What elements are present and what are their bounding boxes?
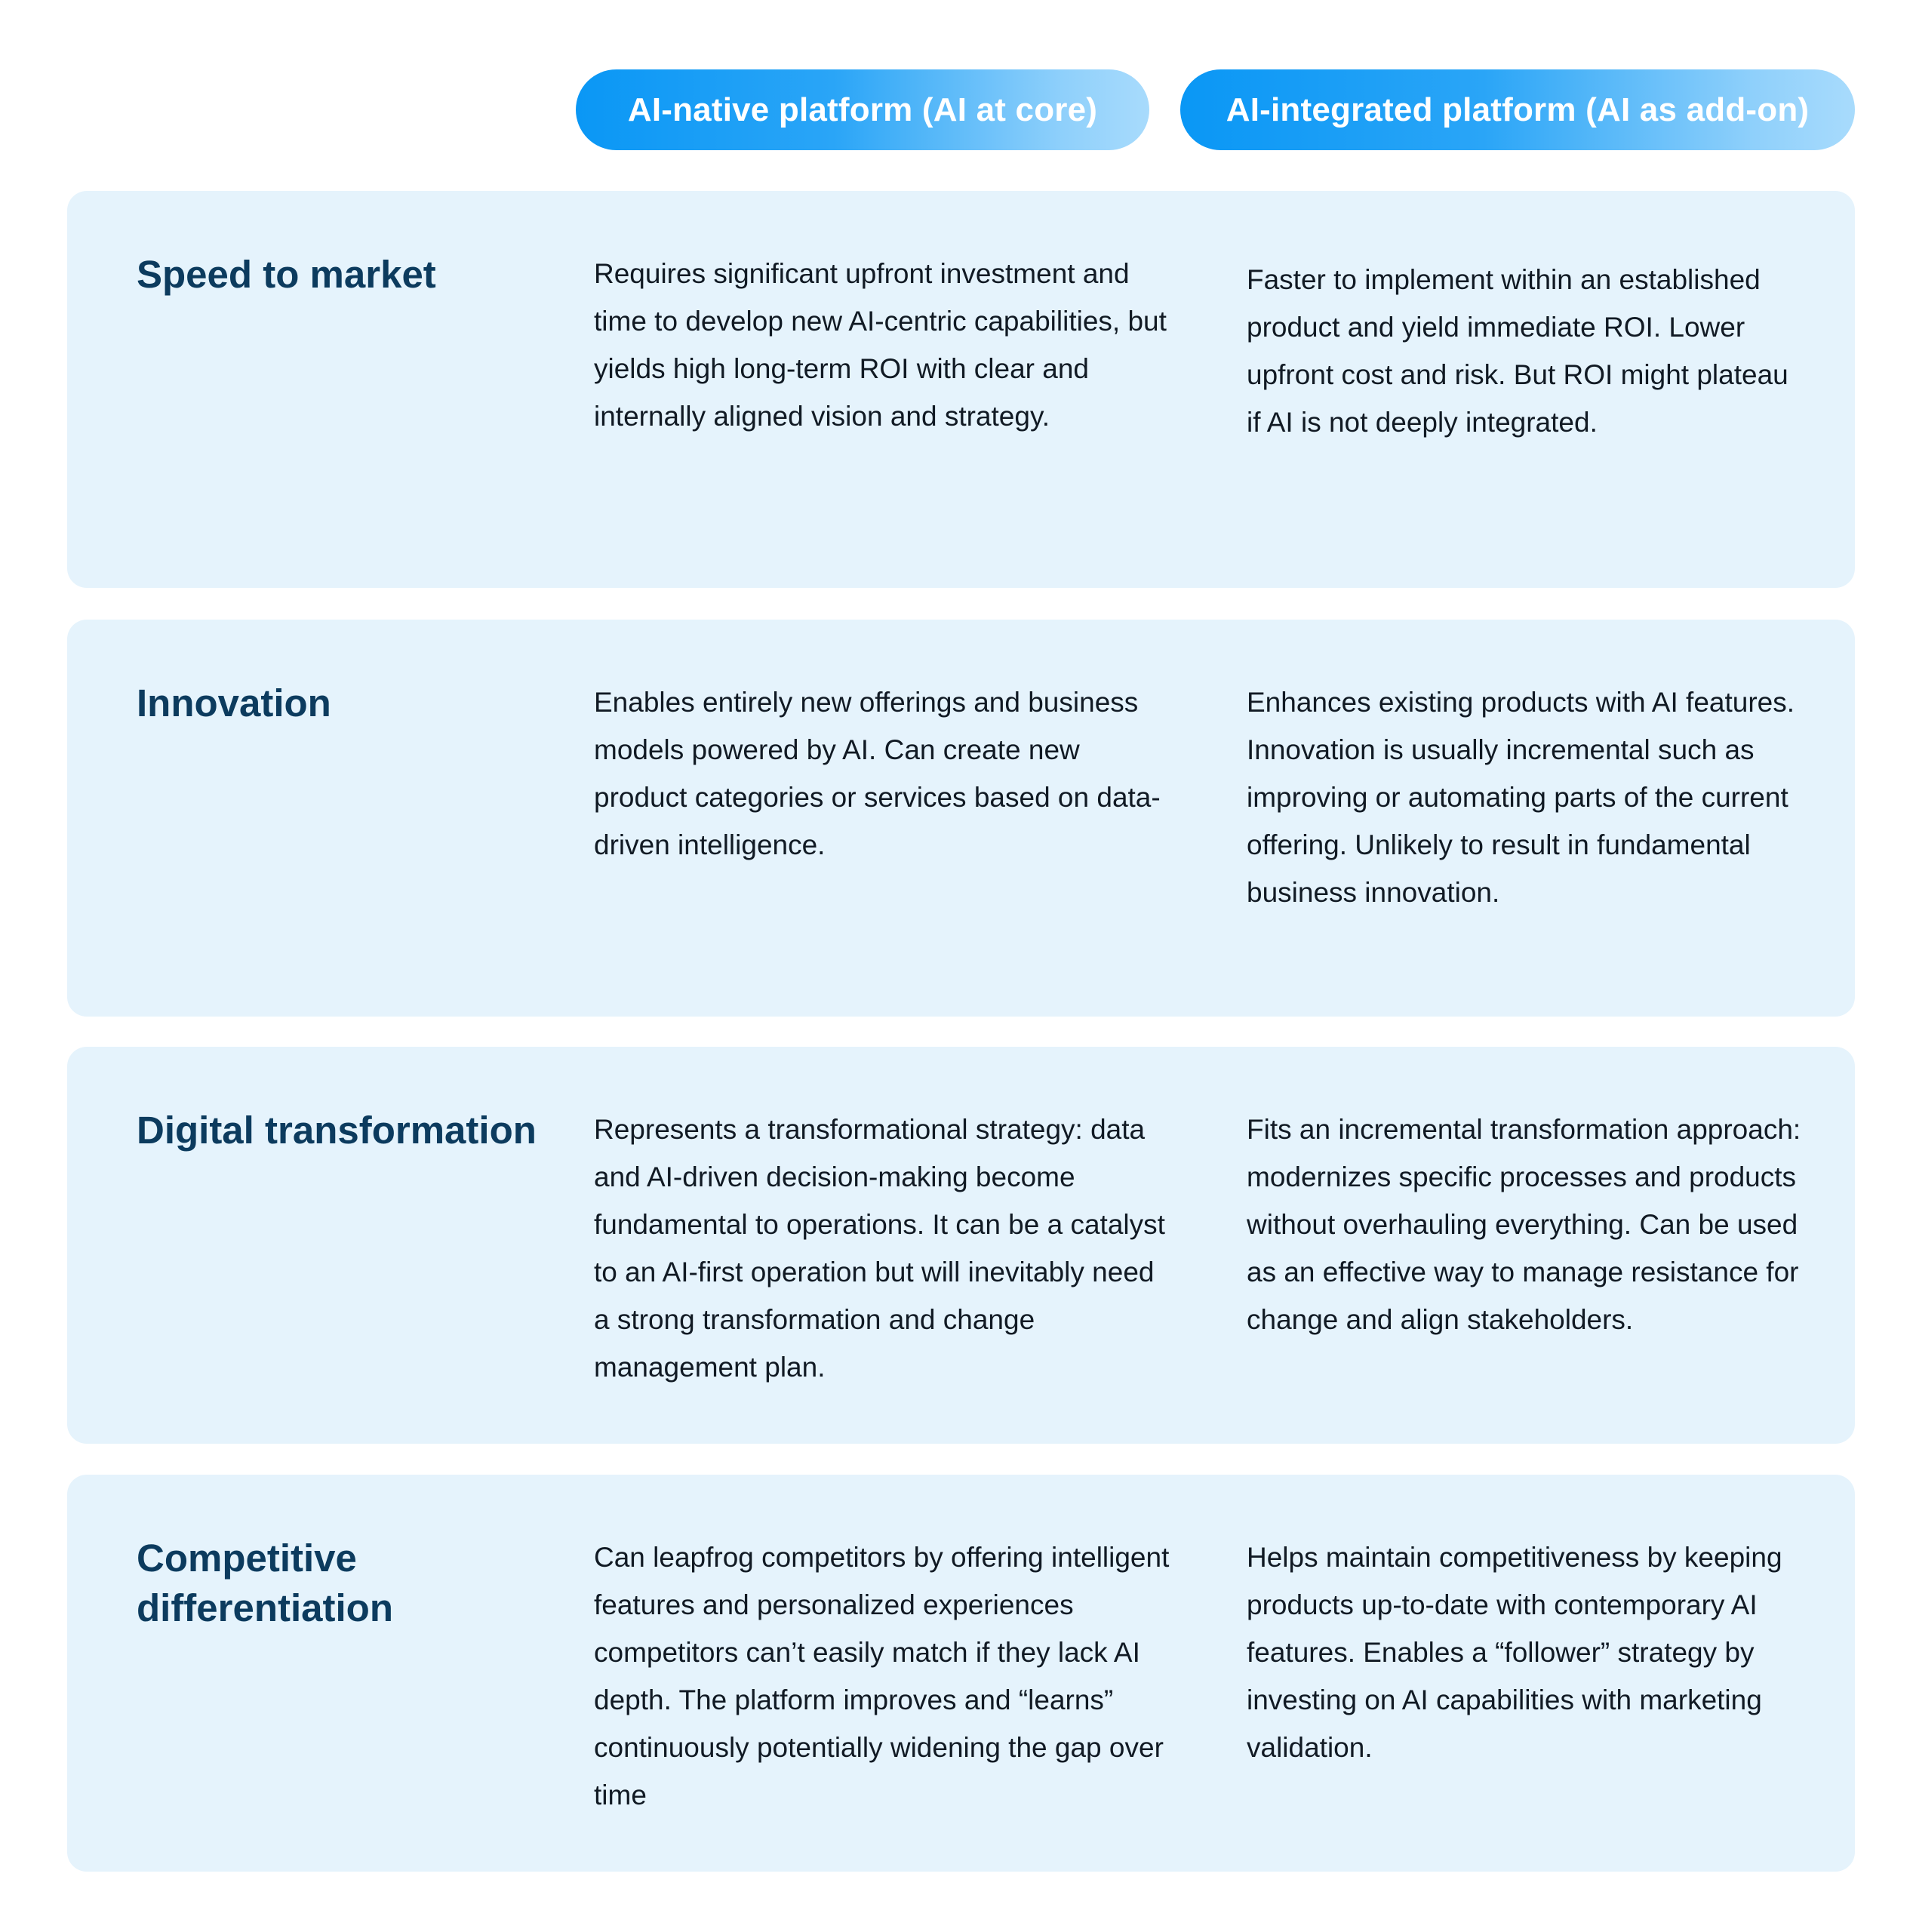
header-ai-integrated: AI-integrated platform (AI as add-on)	[1180, 69, 1855, 150]
integrated-description: Enhances existing products with AI features. Innovation is usually incremental such as improving or automating parts of the current offering. Unlikely to result in fundamental business innovation.	[1247, 687, 1795, 908]
native-description: Requires significant upfront investment and time to develop new AI-centric capabilities, but yields high long-term ROI with clear and internally aligned vision and strategy.	[594, 258, 1167, 432]
native-description: Can leapfrog competitors by offering intelligent features and personalized experiences competitors can’t easily match if they lack AI depth. The platform improves and “learns” continuously potentially widening the gap over time	[594, 1542, 1170, 1810]
header-ai-native: AI-native platform (AI at core)	[576, 69, 1149, 150]
row-speed-to-market	[67, 191, 1855, 588]
row-title: Digital transformation	[137, 1109, 537, 1152]
integrated-description: Faster to implement within an established product and yield immediate ROI. Lower upfront cost and risk. But ROI might plateau if AI is not deeply integrated.	[1247, 264, 1788, 438]
row-competitive-differentiation	[67, 1475, 1855, 1872]
row-digital-transformation	[67, 1047, 1855, 1444]
native-description: Represents a transformational strategy: data and AI-driven decision-making become fundamental to operations. It can be a catalyst to an AI-first operation but will inevitably need a strong transformation and change management plan.	[594, 1114, 1165, 1383]
row-title: Competitive differentiation	[137, 1537, 393, 1629]
integrated-description: Helps maintain competitiveness by keeping products up-to-date with contemporary AI features. Enables a “follower” strategy by investing on AI capabilities with marketing validation.	[1247, 1542, 1782, 1763]
integrated-description: Fits an incremental transformation approach: modernizes specific processes and products without overhauling everything. Can be used as an effective way to manage resistance for change and align stakeholders.	[1247, 1114, 1801, 1335]
row-innovation	[67, 620, 1855, 1017]
native-description: Enables entirely new offerings and business models powered by AI. Can create new product categories or services based on data-driven intelligence.	[594, 687, 1161, 860]
row-title: Innovation	[137, 681, 331, 724]
row-title: Speed to market	[137, 253, 436, 296]
